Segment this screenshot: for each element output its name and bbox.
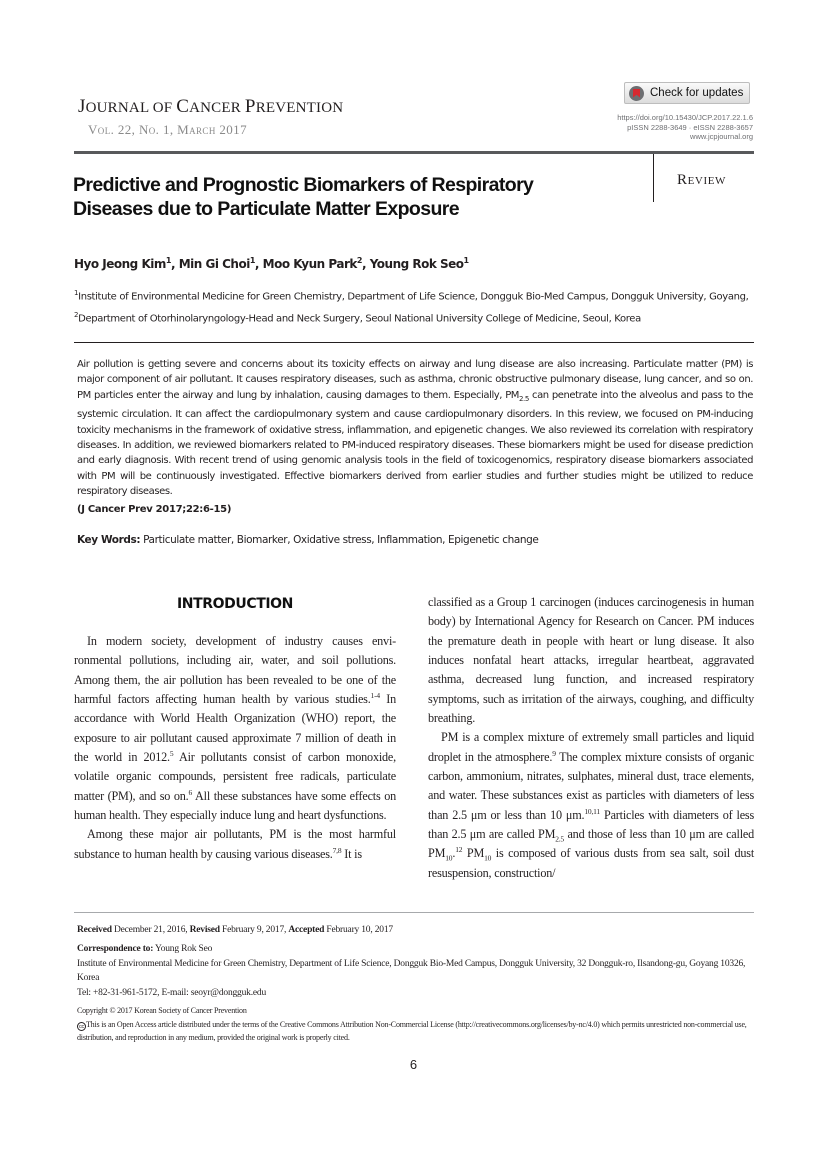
author-name: Hyo Jeong Kim <box>74 257 166 271</box>
author-affil-sup: 1 <box>165 256 171 265</box>
header-vertical-divider <box>653 154 654 202</box>
paragraph <box>74 632 396 825</box>
check-for-updates-button[interactable] <box>624 82 750 104</box>
author-affil-sup: 1 <box>249 256 255 265</box>
title-line: Predictive and Prognostic Biomarkers of Respiratory <box>73 174 534 196</box>
received-label: Received <box>77 925 112 935</box>
subscript: 10 <box>484 853 492 863</box>
accepted-date: February 10, 2017 <box>324 925 393 935</box>
subscript: 10 <box>445 853 453 863</box>
revised-date: February 9, 2017, <box>219 925 289 935</box>
keywords-list: Particulate matter, Biomarker, Oxidative stress, Inflammation, Epigenetic change <box>143 534 539 546</box>
paragraph-text: It is <box>341 846 362 861</box>
doi-block <box>617 113 753 142</box>
abstract-subscript: 2.5 <box>519 394 529 403</box>
received-date: December 21, 2016, <box>111 925 190 935</box>
abstract-divider <box>74 342 754 343</box>
paragraph-text: is composed of various dusts from sea salt, soil dust resuspension, construction/ <box>428 846 754 880</box>
paragraph-text: Particles with diameters of less than 2.5 μm are called PM <box>428 807 754 842</box>
paragraph-text: In accordance with World Health Organization (WHO) report, the exposure to air pollutant caused approximate 7 million of death in the world in 2012. <box>74 692 396 765</box>
header-divider <box>74 151 754 154</box>
correspondence-address: Institute of Environmental Medicine for Green Chemistry, Department of Life Science, Dongguk Bio-Med Campus, Dongguk University, 32 Dongguk-ro, Ilsandong-gu, Goyang 10326, Korea <box>77 958 746 983</box>
paragraph-text: Among these major air pollutants, PM is the most harmful substance to human health by causing various diseases. <box>74 827 396 861</box>
citation: (J Cancer Prev 2017;22:6-15) <box>77 504 232 515</box>
abstract <box>77 357 753 500</box>
journal-title-part: ANCER <box>189 100 245 116</box>
volume-issue: Vol. 22, No. 1, March 2017 <box>88 122 247 137</box>
author-separator: , <box>361 257 370 271</box>
footer-divider <box>74 912 754 913</box>
author-name: Moo Kyun Park <box>262 257 357 271</box>
copyright-block <box>77 1004 753 1045</box>
reference-link[interactable]: 6 <box>188 787 193 797</box>
reference-link[interactable]: 10,11 <box>584 806 600 816</box>
issn: pISSN 2288-3649 · eISSN 2288-3657 <box>627 122 753 132</box>
reference-link[interactable]: 1-4 <box>370 690 380 700</box>
title-line: Diseases due to Particulate Matter Exposure <box>73 198 460 220</box>
paragraph-text: and those of less than 10 μm are called PM <box>428 827 754 861</box>
affiliation <box>74 306 754 328</box>
paragraph <box>74 825 396 864</box>
affiliations <box>74 284 754 329</box>
section-heading: INTRODUCTION <box>177 596 293 612</box>
body-column-left <box>74 632 396 864</box>
body-column-right <box>428 593 754 883</box>
journal-title-part: REVENTION <box>255 100 344 116</box>
received-dates <box>77 925 753 935</box>
reference-link[interactable]: 7,8 <box>332 845 342 855</box>
copyright-text: Copyright © 2017 Korean Society of Cancer Prevention <box>77 1006 247 1015</box>
paragraph <box>428 728 754 883</box>
author-affil-sup: 2 <box>356 256 362 265</box>
keywords-label: Key Words: <box>77 534 141 546</box>
author-separator: , <box>170 257 179 271</box>
correspondence-label: Correspondence to: <box>77 944 154 954</box>
author-separator: , <box>254 257 263 271</box>
creative-commons-icon: cc <box>78 1023 85 1030</box>
paragraph: classified as a Group 1 carcinogen (induces carcinogenesis in human body) by International Agency for Research on Cancer. PM induces the premature death in people with heart or lung disease. It also induces nonfatal heart attacks, irregular heartbeat, aggravated asthma, decreased lung function, and increased respiratory symptoms, such as irritation of the airways, coughing, and difficulty breathing. <box>428 595 754 726</box>
article-type: Review <box>677 172 727 188</box>
affiliation-text: Department of Otorhinolaryngology-Head and Neck Surgery, Seoul National University College of Medicine, Seoul, Korea <box>78 313 641 325</box>
paragraph-text: The complex mixture consists of organic carbon, ammonium, nitrates, sulphates, mineral dust, trace elements, and water. These substances exist as particles with diameters of less than 2.5 μm or less than 10 μm. <box>428 749 754 822</box>
affiliation-text: Institute of Environmental Medicine for Green Chemistry, Department of Life Science, Dongguk Bio-Med Campus, Dongguk University, Goyang, <box>78 291 749 303</box>
abstract-text: can penetrate into the alveolus and pass to the systemic circulation. It can affect the cardiopulmonary system and cause cardiopulmonary disorders. In this review, we focused on PM-inducing toxicity mechanisms in the framework of oxidative stress, inflammation, and epigenetic changes. We also reviewed its correlation with respiratory diseases. In addition, we reviewed biomarkers related to PM-induced respiratory diseases. These biomarkers might be used for disease prediction and early diagnosis. With recent trend of using genomic analysis tools in the field of toxicogenomics, respiratory disease biomarkers associated with PM will be continuously investigated. Effective biomarkers derived from earlier studies and further studies might be utilized to reduce respiratory diseases. <box>77 389 753 498</box>
page-number: 6 <box>409 1057 418 1072</box>
keywords <box>77 534 538 546</box>
paragraph-text: . <box>452 846 456 861</box>
journal-title-initial: C <box>176 96 190 117</box>
bookmark-update-icon <box>629 86 644 101</box>
correspondence <box>77 942 753 1000</box>
accepted-label: Accepted <box>288 925 325 935</box>
affiliation-sup: 2 <box>74 311 79 320</box>
subscript: 2.5 <box>555 834 564 844</box>
reference-link[interactable]: 12 <box>455 845 463 855</box>
abstract-text: Air pollution is getting severe and concerns about its toxicity effects on airway and lung disease are also increasing. Particulate matter (PM) is major component of air pollutant. It causes respiratory diseases, such as asthma, chronic obstructive pulmonary disease, lung cancer, and so on. PM particles enter the airway and lung by inhalation, causing damages to them. Especially, PM <box>77 359 753 401</box>
check-for-updates-label: Check for updates <box>650 87 744 99</box>
article-title <box>73 173 633 221</box>
paragraph-text: In modern society, development of industry causes envi-ronmental pollutions, including air, water, and soil pollutions. Among them, the air pollution has been revealed to be one of the harmful factors affecting human health by various studies. <box>74 634 396 707</box>
correspondence-name: Young Rok Seo <box>153 944 213 954</box>
journal-title-initial: P <box>244 96 256 117</box>
paragraph-text: All these substances have some effects on human health. They especially induce lung and heart dysfunctions. <box>74 788 397 823</box>
reference-link[interactable]: 5 <box>169 749 174 758</box>
license-text: This is an Open Access article distributed under the terms of the Creative Commons Attribution Non-Commercial License (http://creativecommons.org/licenses/by-nc/4.0) which permits unrestricted non-commercial use, distribution, and reproduction in any medium, provided the original work is properly cited. <box>77 1019 747 1042</box>
paragraph-text: Air pollutants consist of carbon monoxide, volatile organic compounds, persistent free radicals, particulate matter (PM), and so on. <box>74 750 396 803</box>
journal-title-initial: J <box>78 96 86 117</box>
paragraph-text: PM <box>462 846 485 861</box>
author-list <box>74 256 469 271</box>
revised-label: Revised <box>189 925 220 935</box>
website-link[interactable]: www.jcpjournal.org <box>690 132 753 141</box>
author-name: Young Rok Seo <box>369 257 464 271</box>
affiliation-sup: 1 <box>74 289 79 297</box>
reference-link[interactable]: 9 <box>552 748 556 758</box>
journal-title-part: OURNAL OF <box>85 100 177 116</box>
affiliation <box>74 284 754 306</box>
journal-title <box>78 96 343 118</box>
paragraph-text: PM is a complex mixture of extremely small particles and liquid droplet in the atmosphere. <box>428 730 754 764</box>
doi-link[interactable]: https://doi.org/10.15430/JCP.2017.22.1.6 <box>617 113 753 122</box>
correspondence-line <box>77 942 753 957</box>
author-name: Min Gi Choi <box>178 257 250 271</box>
license-text-block <box>77 1018 753 1045</box>
author-affil-sup: 1 <box>463 256 469 265</box>
correspondence-contact[interactable]: Tel: +82-31-961-5172, E-mail: seoyr@dongguk.edu <box>77 987 266 998</box>
